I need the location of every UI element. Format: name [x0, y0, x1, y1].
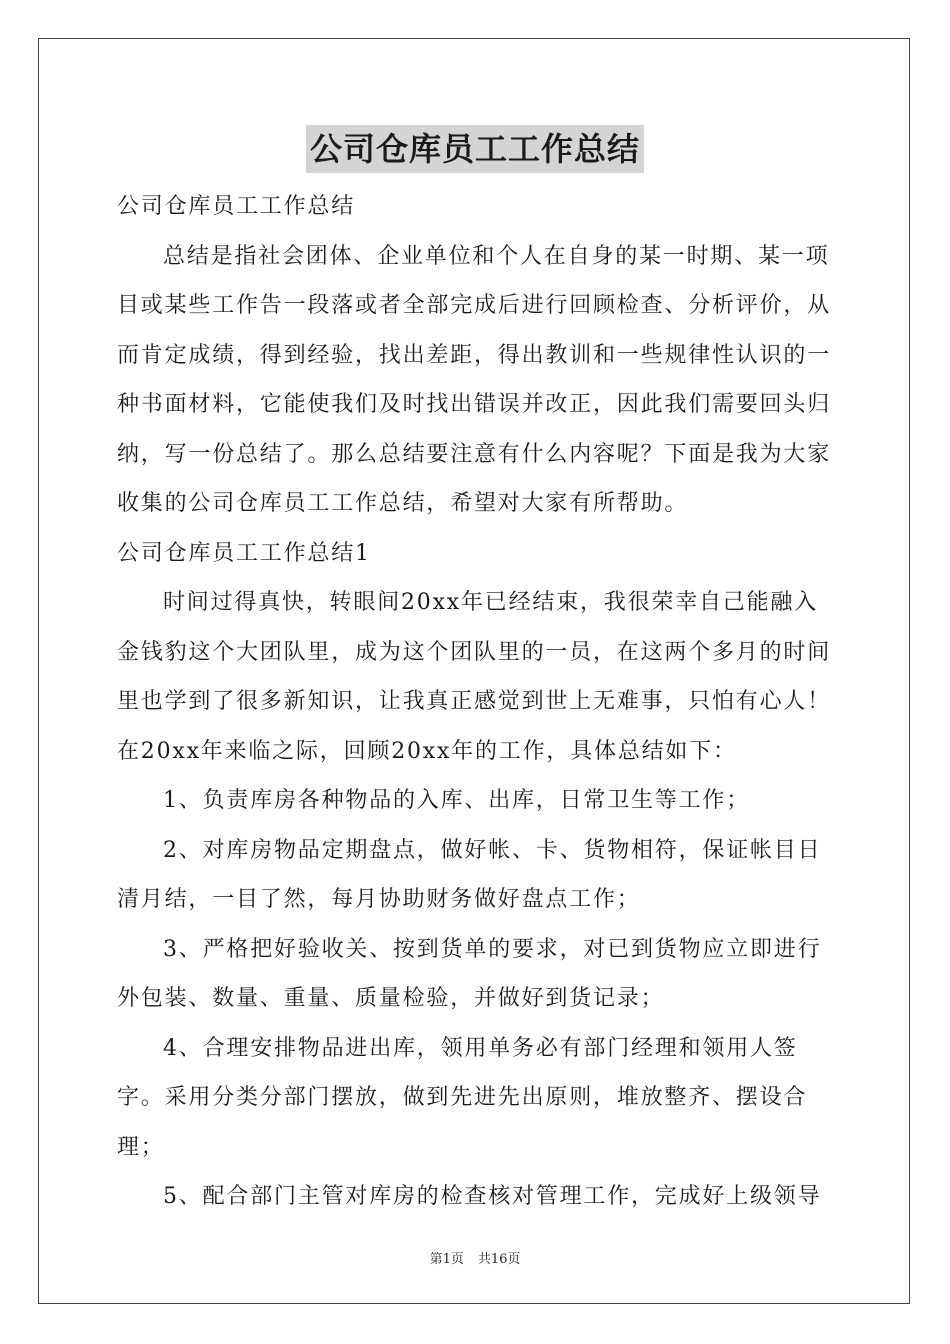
document-title: 公司仓库员工工作总结 — [306, 125, 644, 173]
list-item-1: 1、负责库房各种物品的入库、出库，日常卫生等工作； — [163, 788, 750, 813]
intro-paragraph: 总结是指社会团体、企业单位和个人在自身的某一时期、某一项目或某些工作告一段落或者全部完成后进行回顾检查、分析评价，从而肯定成绩，得到经验，找出差距，得出教训和一些规律性认识的一种书面材料，它能使我们及时找出错误并改正，因此我们需要回头归纳，写一份总结了。那么总结要注意有什么内容呢？下面是我为大家收集的公司仓库员工工作总结，希望对大家有所帮助。 — [117, 243, 832, 516]
list-item-3: 3、严格把好验收关、按到货单的要求，对已到货物应立即进行外包装、数量、重量、质量检验，并做好到货记录； — [117, 936, 822, 1011]
subtitle-line: 公司仓库员工工作总结 — [117, 194, 356, 219]
list-item-4: 4、合理安排物品进出库，领用单务必有部门经理和领用人签字。采用分类分部门摆放，做到先进先出原则，堆放整齐、摆设合理； — [117, 1035, 808, 1160]
section-1-paragraph: 时间过得真快，转眼间20xx年已经结束，我很荣幸自己能融入金钱豹这个大团队里，成为这个团队里的一员，在这两个多月的时间里也学到了很多新知识，让我真正感觉到世上无难事，只怕有心人！在20xx年来临之际，回顾20xx年的工作，具体总结如下： — [117, 590, 832, 764]
document-body — [117, 182, 835, 1222]
page-footer — [0, 1248, 950, 1267]
section-1-heading: 公司仓库员工工作总结1 — [117, 540, 371, 566]
page-number: 第1页 — [429, 1252, 464, 1267]
title-wrapper — [0, 125, 950, 173]
total-pages: 共16页 — [477, 1252, 521, 1267]
list-item-2: 2、对库房物品定期盘点，做好帐、卡、货物相符，保证帐目日清月结，一目了然，每月协助财务做好盘点工作； — [117, 837, 822, 912]
list-item-5: 5、配合部门主管对库房的检查核对管理工作，完成好上级领导 — [163, 1184, 822, 1209]
